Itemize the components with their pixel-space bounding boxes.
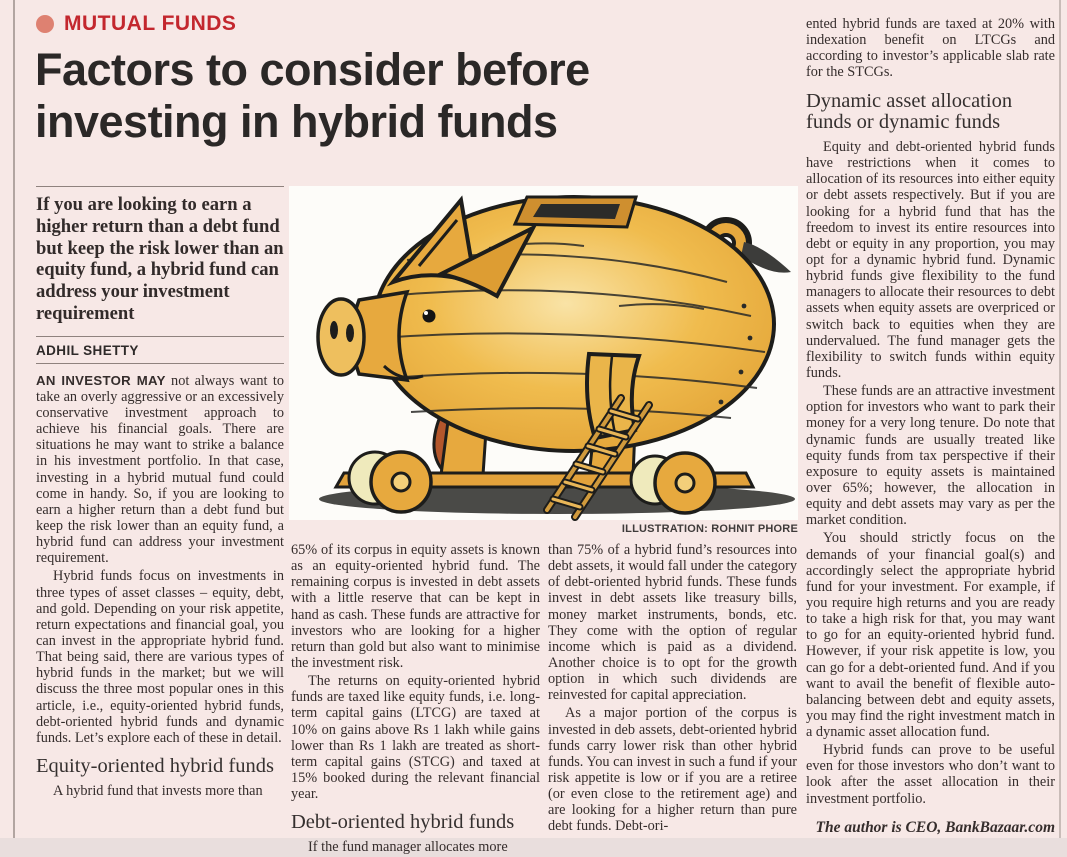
- article-headline: Factors to consider before investing in hybrid funds: [35, 44, 590, 148]
- body-paragraph: than 75% of a hybrid fund’s resources into debt assets, it would fall under the category of debt-oriented hybrid funds. These funds invest in debt assets like treasury bills, money market instruments, bonds, etc. They come with the option of regular income which is paid as a dividend. Another choice is to opt for the growth option in which such dividends are reinvested for capital appreciation.: [548, 542, 797, 704]
- subhead-dynamic-funds: Dynamic asset allocation funds or dynamic funds: [806, 89, 1013, 134]
- body-paragraph: The returns on equity-oriented hybrid funds are taxed like equity funds, i.e. long-term capital gains (LTCG) are taxed at 10% on gains above Rs 1 lakh while gains lower than Rs 1 lakh are treated as short-term capital gains (STCG) and taxed at 15% booked during the relevant financial year.: [291, 673, 540, 803]
- body-paragraph: Hybrid funds can prove to be useful even for those investors who don’t want to look after the asset allocation in their investment portfolio.: [806, 742, 1055, 807]
- bullet-dot-icon: [36, 15, 54, 33]
- page-edge-rule-left: [13, 0, 15, 838]
- body-paragraph: 65% of its corpus in equity assets is known as an equity-oriented hybrid fund. The remaining corpus is invested in debt assets with a little reserve that can be kept in hand as cash. These funds are attractive for investors who are looking for a higher return than gold but also want to minimise the investment risk.: [291, 542, 540, 671]
- illustration-credit: ILLUSTRATION: ROHNIT PHORE: [621, 523, 798, 535]
- subhead-equity-oriented: Equity-oriented hybrid funds: [36, 754, 274, 777]
- body-paragraph: ented hybrid funds are taxed at 20% with indexation benefit on LTCGs and according to investor’s applicable slab rate for the STCGs.: [806, 16, 1055, 81]
- standfirst: If you are looking to earn a higher return than a debt fund but keep the risk lower than an equity fund, a hybrid fund can address your investment requirement: [36, 194, 284, 324]
- column-2: [291, 542, 540, 857]
- author-footer: The author is CEO, BankBazaar.com: [815, 818, 1055, 836]
- body-paragraph: Equity and debt-oriented hybrid funds have restrictions when it comes to allocation of its resources into either equity or debt assets respectively. But if you are looking for a hybrid fund that has the freedom to invest its entire resources into debt or equity in any proportion, you may opt for a dynamic hybrid fund. Dynamic hybrid funds give flexibility to the fund managers to allocate their resources to debt assets when equity assets are overpriced or switch back to equities when they are undervalued. The fund manager gets the flexibility to switch funds within equity funds.: [806, 139, 1055, 381]
- section-kicker: [36, 12, 236, 36]
- subhead-debt-oriented: Debt-oriented hybrid funds: [291, 811, 515, 834]
- body-paragraph: If the fund manager allocates more: [308, 838, 508, 855]
- page-edge-rule-right: [1059, 0, 1061, 838]
- body-paragraph: As a major portion of the corpus is invested in deb assets, debt-oriented hybrid funds carry lower risk than other hybrid funds. You can invest in such a fund if your risk appetite is low or if you are a retiree (or even close to the retirement age) and are looking for a higher return than pure debt funds. Debt-ori-: [548, 705, 797, 835]
- body-paragraph: Hybrid funds focus on investments in three types of asset classes – equity, debt, and gold. Depending on your risk appetite, return expectations and financial goal, you can invest in the appropriate hybrid fund. That being said, there are various types of hybrid funds in the market; but we will discuss the three most popular ones in this article, i.e., equity-oriented hybrid funds, debt-oriented hybrid funds and dynamic funds. Let’s explore each of these in detail.: [36, 568, 284, 746]
- piggy-bank-on-wheels-icon: [289, 186, 798, 520]
- section-label: MUTUAL FUNDS: [64, 12, 237, 35]
- byline: ADHIL SHETTY: [36, 336, 284, 364]
- body-paragraph: These funds are an attractive investment option for investors who want to park their money for a very long tenure. Do note that dynamic funds are usually treated like equity funds from tax perspective if their exposure to equity assets is maintained over 65%; however, the allocation in equity and debt assets may vary as per the market condition.: [806, 383, 1055, 529]
- illustration-block: [289, 186, 798, 535]
- column-3: [548, 542, 797, 837]
- column-4: [806, 16, 1055, 836]
- piggy-bank-illustration: [289, 186, 798, 520]
- column-1: [36, 186, 284, 801]
- body-paragraph: A hybrid fund that invests more than: [53, 782, 263, 799]
- body-paragraph: You should strictly focus on the demands of your financial goal(s) and accordingly select the appropriate hybrid fund for your investment. For example, if you require high returns and you are ready to take a high risk for that, you may want to go for an equity-oriented hybrid fund. However, if your risk appetite is low, you can go for a debt-oriented fund. And if you want to avail the benefit of flexible auto-balancing between debt and equity assets, you may find the right investment match in a dynamic asset allocation fund.: [806, 530, 1055, 741]
- lead-in-caps: AN INVESTOR MAY: [36, 372, 166, 388]
- body-paragraph: [36, 373, 284, 567]
- paragraph-text: not always want to take an overly aggressive or an excessively conservative investment approach to achieve his financial goals. There are situations he may want to strike a balance in his investment portfolio. In that case, investing in a hybrid mutual fund could come in handy. So, if you are looking to earn a higher return than a debt fund but keep the risk lower than an equity fund, a hybrid fund can address your investment requirement.: [36, 372, 284, 567]
